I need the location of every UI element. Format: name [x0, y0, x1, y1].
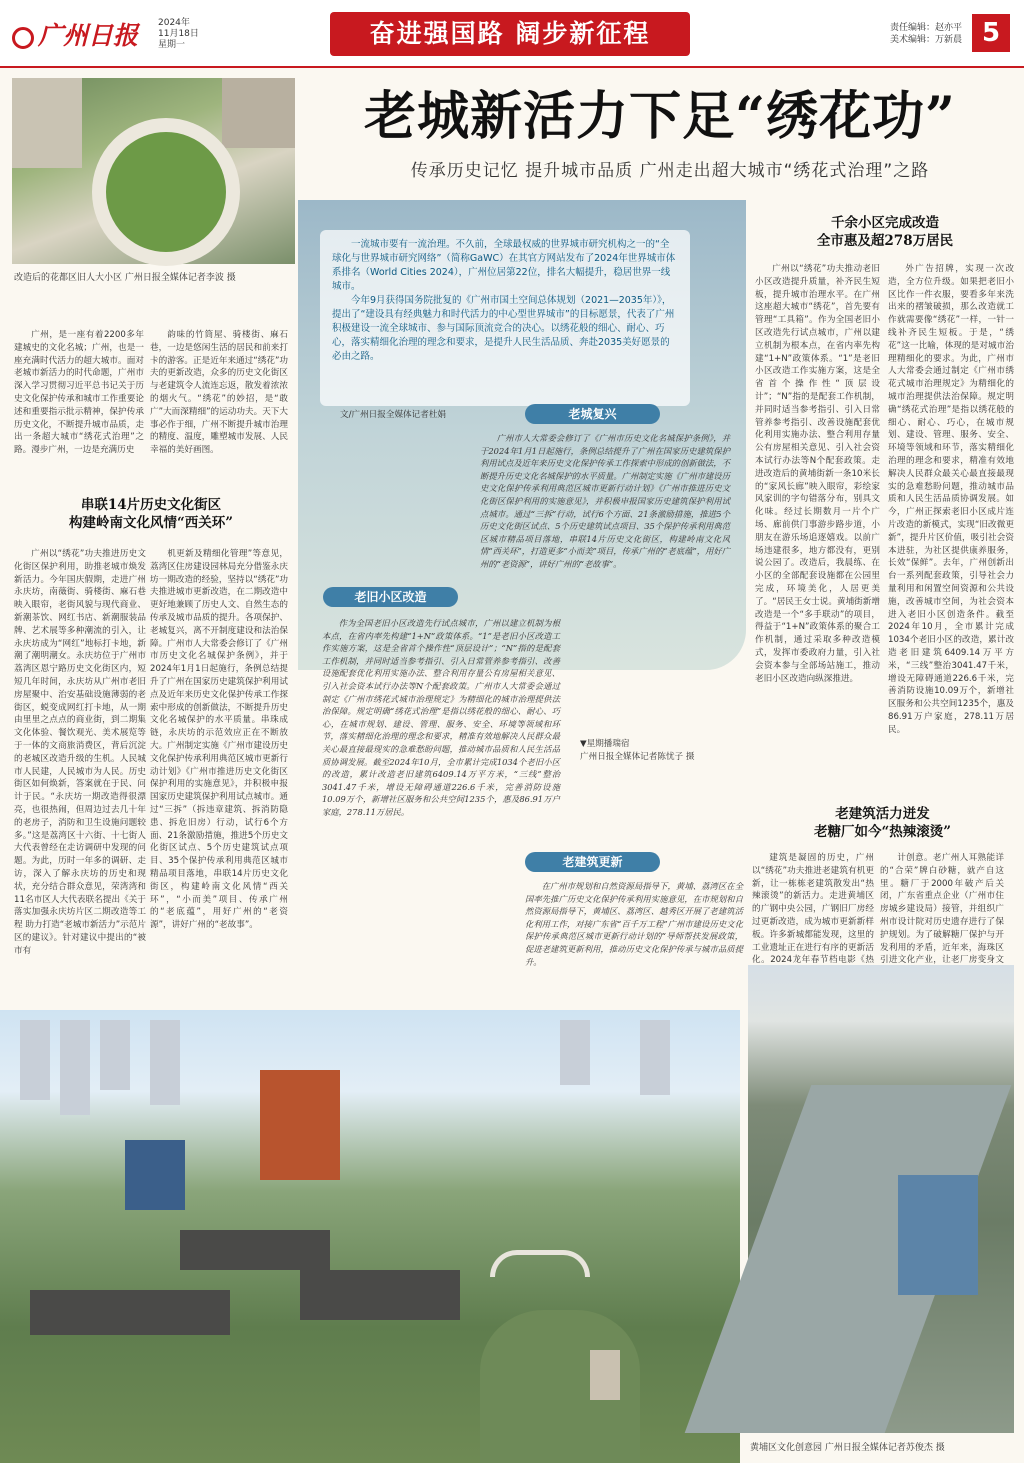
- date-day: 11月18日: [158, 29, 199, 39]
- photo-credit: [580, 738, 700, 764]
- body-text: 作为全国老旧小区改造先行试点城市，广州以建立机制为根本点，在省内率先构建“1+N”政策体系。“1”是老旧小区改造工作实施方案，这是全省首个操作性“顶层设计”；“N”指的是配套工作机制，并同时适当参考指引、引入日常管养参考指引、改善设施配套优化利用实施办法、整合利用存量公有房屋相关意见、引入社会资本试行办法等N个配套政策。广州市人大常委会通过制定《广州市绣花式城市治理规定》为精细化的城市治理提供法治保障。规定明确“绣花式治理”是指以绣花般的细心、耐心、巧心，在城市规划、建设、管理、服务、安全、环境等领域和环节，落实精细化治理的理念和要求，精准有效地解决人民群众最关心最直接最现实的急难愁盼问题，推动城市品质和人民生活品质协调发展。截至2024年10月，全市累计完成1034个老旧小区的改造，累计改造老旧建筑6409.14万平方米，“三线”整治3041.47千米，增设无障碍通道226.6千米，完善消防设施10.09万个，新增社区服务和公共空间1235个，惠及86.91万户家庭，278.11万居民。: [322, 618, 560, 817]
- photo-credit-line: ▼星期播瑞宿: [580, 739, 630, 749]
- heading-line: 千余小区完成改造: [831, 215, 939, 231]
- photo-highrise: [640, 1020, 670, 1095]
- photo-highrise: [20, 1020, 50, 1100]
- body-text: 韵味的竹筒屋、骑楼街、麻石巷，一边是悠闲生活的居民和前来打卡的游客。正是近年来通过“绣花”功夫的更新改造，众多的历史文化街区与老建筑令人流连忘返，散发着浓浓的烟火气。“绣花”的妙招，是“敢广”大而深精细”的运动功夫。天下大事必作于细，广州不断提升城市治理的精度、温度，雕塑城市发展、人民幸福的美好画图。: [150, 330, 288, 456]
- lead-paragraph: [14, 329, 144, 461]
- date-year: 2024年: [158, 18, 190, 28]
- logo-mark-icon: [12, 27, 34, 49]
- intro-text: [332, 238, 678, 364]
- headline: 老城新活力下足“绣花功”: [364, 86, 956, 147]
- body-text: 广州以“绣花”功夫推进历史文化街区保护利用，助推老城市焕发新活力。今年国庆假期，走进广州永庆坊，南薇街、骑楼街、麻石巷映入眼帘，老街风貌与现代商业、新潮茶饮、网红书店、新潮服装品牌、艺术展等多种潮流的引入，让永庆坊成为“网红”地标打卡地，新潮了潮明潮女。永庆坊位于广州市荔湾区恩宁路历史文化街区内，短短几年时间，永庆坊从广州市老旧房屋聚中、治安基础设施薄弱的老街区，蜕变成网红打卡地，从一期由里里之点点的商业街，到二期集文化体验、餐饮观光、美术展览等于一体的文商旅消费区，背后沉淀的老城区改造升级的生机。人民城市人民建，人民城市为人民。历史街区如何焕新，答案就在于民、问计于民。“永庆坊一期改造得很漂亮，也很热闹，但周边过去几十年的老房子，消防和卫生设施问题较多。”这是荔湾区十六街、十七街人大代表曾经在走访调研中发现的问题。为此，历时一年多的调研、走访，深入了解永庆坊的历史和现状，充分结合群众意见，荣湾湾和11名市区人大代表联名提出《关于落实加强永庆坊片区二期改造等工程 助力打造“老城市新活力”示范片区的建议》。针对建议中提出的“被市有: [14, 549, 146, 956]
- photo-highrise: [100, 1020, 130, 1090]
- body-text: 机更新及精细化管理”等意见，荔湾区住房建设园林局充分借鉴永庆坊一期改造的经验，坚持以“绣花”功夫推进城市更新改造，在二期改造中更好地兼顾了历史人文、自然生态的传承及城市品质的提升。各项保护、老城复兴，离不开制度建设和法治保障。广州市人大常委会修订了《广州市历史文化名城保护条例》，并于2024年1月1日起施行，条例总结提升了广州在国家历史建筑保护利用试点及近年来历史文化保护传承工作探索中形成的创新做法，不断提升历史文化名城保护的水平质量。串珠成链，永庆坊的示范效应正在不断放大。广州制定实施《广州市建设历史文化保护传承利用典范区城市更新行动计划》《广州市推进历史文化街区保护利用的实施意见》，并积极申报国家历史建筑保护利用试点城市。通过“三拆”（拆违章建筑、拆消防隐患、拆危旧房）行动，试行6个方面、21条激励措施，推进5个历史文化街区试点、5个历史建筑试点项目、35个保护传承利用典范区城市精品项目落地，串联14片历史文化街区，构建岭南文化风情“西关环”，“小而美”项目、传承广州的“老底蕴”，用好广州的“老资源”，讲好广州的“老故事”。: [150, 549, 288, 931]
- body-text: 广州以“绣花”功夫推动老旧小区改造提升质量，补齐民生短板，提升城市治理水平。在广州这座超大城市“绣花”，首先要有管理“工具箱”。作为全国老旧小区改造先行试点城市，广州以建立机制为根本点，在省内率先构建“1+N”政策体系。“1”是老旧小区改造工作实施方案，这是全省首个操作性“顶层设计”；“N”指的是配套工作机制，并同时适当参考指引、引入日常管养参考指引、改善设施配套优化利用实施办法、整合利用存量公有房屋相关意见、引入社会资本试行办法等N个配套政策。走进改造后的黄埔街新一条10米长的“家风长廊”映入眼帘，彩绘家风家训的字句错落分布，别具文化味。经过长期数月一片个广场、廊前供门事游步路步道，小朋友在游乐场追逐嬉戏。以前广场违建很多，地方都没有，更别说公园了。改造后，我晨练、在小区的全部配套设施都在公园里完成，环境美化，人居更美了。“居民王女士说。黄埔街新增改造是一个“多手联动”的项目，得益于“1+N”政策体系的聚合工作机制，通过采取多种改造模式，发挥市委政府力量，引入社会资本参与全部场站施工，推动老旧小区改造向纵深推进。: [755, 264, 880, 684]
- photo-building: [12, 78, 82, 168]
- article-column: [880, 852, 1004, 966]
- date-block: [158, 18, 199, 51]
- body-text: 在广州市规划和自然资源局指导下，黄埔、荔湾区在全国率先推广历史文化保护传承利用实施意见，在市规划和自然资源局指导下，黄埔区、荔湾区、越秀区开展了老建筑活化利用工作，对接广东省“百千万工程”广州市建设历史文化保护传承典范区城市更新行动计划的“导师帮扶发展政策，促进老建筑更新利用，推动历史文化保护传承与城市品质提升。: [525, 881, 743, 967]
- photo-pavilion: [125, 1140, 185, 1210]
- photo-residential-garden: [12, 78, 295, 264]
- topic-label: 老旧小区改造: [323, 587, 458, 607]
- photo-boat: [590, 1350, 620, 1400]
- newspaper-logo: [12, 16, 138, 52]
- heading-line: 老糖厂如今“热辣滚烫”: [813, 824, 952, 840]
- article-column: [150, 548, 288, 988]
- photo-bridge: [490, 1250, 590, 1277]
- section-heading: [14, 496, 288, 532]
- body-text: 广州市人大常委会修订了《广州市历史文化名城保护条例》，并于2024年1月1日起施行，条例总结提升了广州在国家历史建筑保护利用试点及近年来历史文化保护传承工作探索中形成的创新做法，不断提升历史文化名城保护的水平质量。广州制定实施《广州市建设历史文化保护传承利用典范区城市更新行动计划》《广州市推进历史文化街区保护利用的实施意见》，并积极申报国家历史建筑保护利用试点城市。通过“三拆”行动，试行6个方面、21条激励措施，推进5个历史文化街区试点、5个历史建筑试点项目、35个保护传承利用典范区城市精品项目落地，串联14片历史文化街区，构建岭南文化风情“西关环”，打造更多“小而美”项目，传承广州的“老底蕴”，用好广州的“老资源”，讲好广州的“老故事”。: [480, 433, 730, 569]
- topic-label: 老建筑更新: [525, 852, 660, 872]
- editor-credit: 责任编辑：赵亦平: [890, 23, 963, 33]
- heading-line: 串联14片历史文化街区: [80, 497, 222, 513]
- photo-highrise: [150, 1020, 180, 1105]
- intro-paragraph: 一流城市要有一流治理。不久前，全球最权威的世界城市研究机构之一的“全球化与世界城市研究网络”（简称GaWC）在其官方网站发布了2024年世界城市体系排名（World Cities 2024），广州位居第22位，排名大幅提升，稳居世界一线城市。: [332, 239, 676, 292]
- body-text: 建筑是凝固的历史，广州以“绣花”功夫推进老建筑有机更新，让一栋栋老建筑散发出“热辣滚烫”的新活力。走进黄埔区的广钢中央公园，广钢旧厂房经过更新改造，成为城市更新新样板。许多新城都能发现，这里的工业遗址正在进行有序的更新活化。2024龙年春节档电影《热: [752, 853, 874, 966]
- heading-line: 构建岭南文化风情“西关环”: [68, 515, 234, 531]
- heading-line: 老建筑活力迸发: [835, 806, 930, 822]
- intro-paragraph: 今年9月获得国务院批复的《广州市国土空间总体规划（2021—2035年）》，提出了“建设具有经典魅力和时代活力的中心型世界城市”的目标愿景，代表了广州积极建设一流全球城市、参与国际顶流竞合的决心。以绣花般的细心、耐心、巧心，落实精细化治理的理念和要求，是提升人民生活品质、奔赴2035美好愿景的必由之路。: [332, 295, 675, 362]
- article-column: [888, 263, 1014, 798]
- article-column: [752, 852, 874, 966]
- body-text: 外广告招牌，实现一次改造，全方位升级。如果把老旧小区比作一件衣服，要看多年来洗出来的褶皱破损，那么改造就工作就需要像“绣花”一样，一针一线补齐民生短板。于是，“绣花”这一比喻，体现的是对城市治理精细化的要求。为此，广州市人大常委会通过制定《广州市绣花式城市治理规定》为精细化的城市治理提供法治保障。规定明确“绣花式治理”是指以绣花般的细心、耐心、巧心，在城市规划、建设、管理、服务、安全、环境等领域和环节，落实精细化治理的理念和要求，精准有效地解决人民群众最关心最直接最现实的急难愁盼问题，推动城市品质和人民生活品质协调发展。如今，广州正探索老旧小区成片连片改造的新模式，实现“旧改微更新”，提升片区价值，吸引社会资本进驻，为社区提供康养服务，长效“保鲜”。去年，广州创新出台一系列配套政策，引导社会力量利用和闲置空间资源和公共设施，改善城市空间，为社会资本进入老旧小区创造条件。截至2024年10月，全市累计完成1034个老旧小区的改造，累计改造老旧建筑6409.14万平方米，“三线”整治3041.47千米，增设无障碍通道226.6千米，完善消防设施10.09万个，新增社区服务和公共空间1235个，惠及86.91万户家庭，278.11万居民。: [888, 264, 1014, 735]
- section-heading: [760, 805, 1005, 841]
- photo-circular-garden: [92, 118, 240, 266]
- topic-text: [480, 432, 730, 622]
- body-text: 计创意。老广州人耳熟能详的“合荣”牌白砂糖，就产自这里。糖厂于2000年破产后关闭，广东省重点企业（广州市住房城乡建设局）接管，并组织广州市设计院对历史遗存进行了保护规划。为了破解糖厂保护与开发利用的矛盾，近年来，海珠区引进文化产业，让老厂房变身文: [880, 853, 1004, 966]
- article-column: [14, 548, 146, 988]
- page-number: 5: [972, 14, 1010, 52]
- photo-sugar-factory: [748, 965, 1014, 1433]
- subheadline: 传承历史记忆 提升城市品质 广州走出超大城市“绣花式治理”之路: [410, 161, 930, 181]
- section-heading: [765, 214, 1005, 250]
- photo-roof: [30, 1290, 230, 1335]
- article-column: [755, 263, 880, 798]
- photo-highrise: [60, 1020, 90, 1115]
- photo-pagoda: [260, 1070, 340, 1180]
- photo-historic-district-aerial: [0, 1010, 740, 1463]
- photo-building: [222, 78, 295, 148]
- art-editor-credit: 美术编辑：万新晨: [890, 35, 963, 45]
- photo-highrise: [560, 1020, 590, 1085]
- weekday: 星期一: [158, 40, 186, 50]
- lead-paragraph: [150, 329, 288, 461]
- photo-caption: 黄埔区文化创意园 广州日报全媒体记者苏俊杰 摄: [750, 1443, 945, 1453]
- body-text: 广州，是一座有着2200多年建城史的文化名城；广州，也是一座充满时代活力的超大城市。面对老城市新活力的时代命题，广州市深入学习贯彻习近平总书记关于历史文化保护传承和城市工作重要论述和重要指示批示精神，保护传承历史文化，不断提升城市品质，走出一条超大城市“绣花式治理”之路。漫步广州，一边是充满历史: [14, 330, 144, 456]
- editor-credits: [890, 22, 962, 46]
- byline: 文/广州日报全媒体记者杜娟: [340, 410, 447, 420]
- photo-roof: [180, 1230, 330, 1270]
- intro-box: [320, 230, 690, 406]
- topic-text: [525, 880, 743, 1005]
- photo-roof: [300, 1270, 460, 1320]
- logo-text: 广州日报: [38, 21, 139, 50]
- topic-label: 老城复兴: [525, 404, 660, 424]
- heading-line: 全市惠及超278万居民: [816, 233, 954, 249]
- photo-credit-line: 广州日报全媒体记者陈忧子 摄: [580, 752, 695, 762]
- section-banner: 奋进强国路 阔步新征程: [330, 12, 690, 56]
- photo-caption: 改造后的花都区旧人大小区 广州日报全媒体记者李波 摄: [14, 273, 236, 283]
- photo-mural-building: [898, 1175, 978, 1295]
